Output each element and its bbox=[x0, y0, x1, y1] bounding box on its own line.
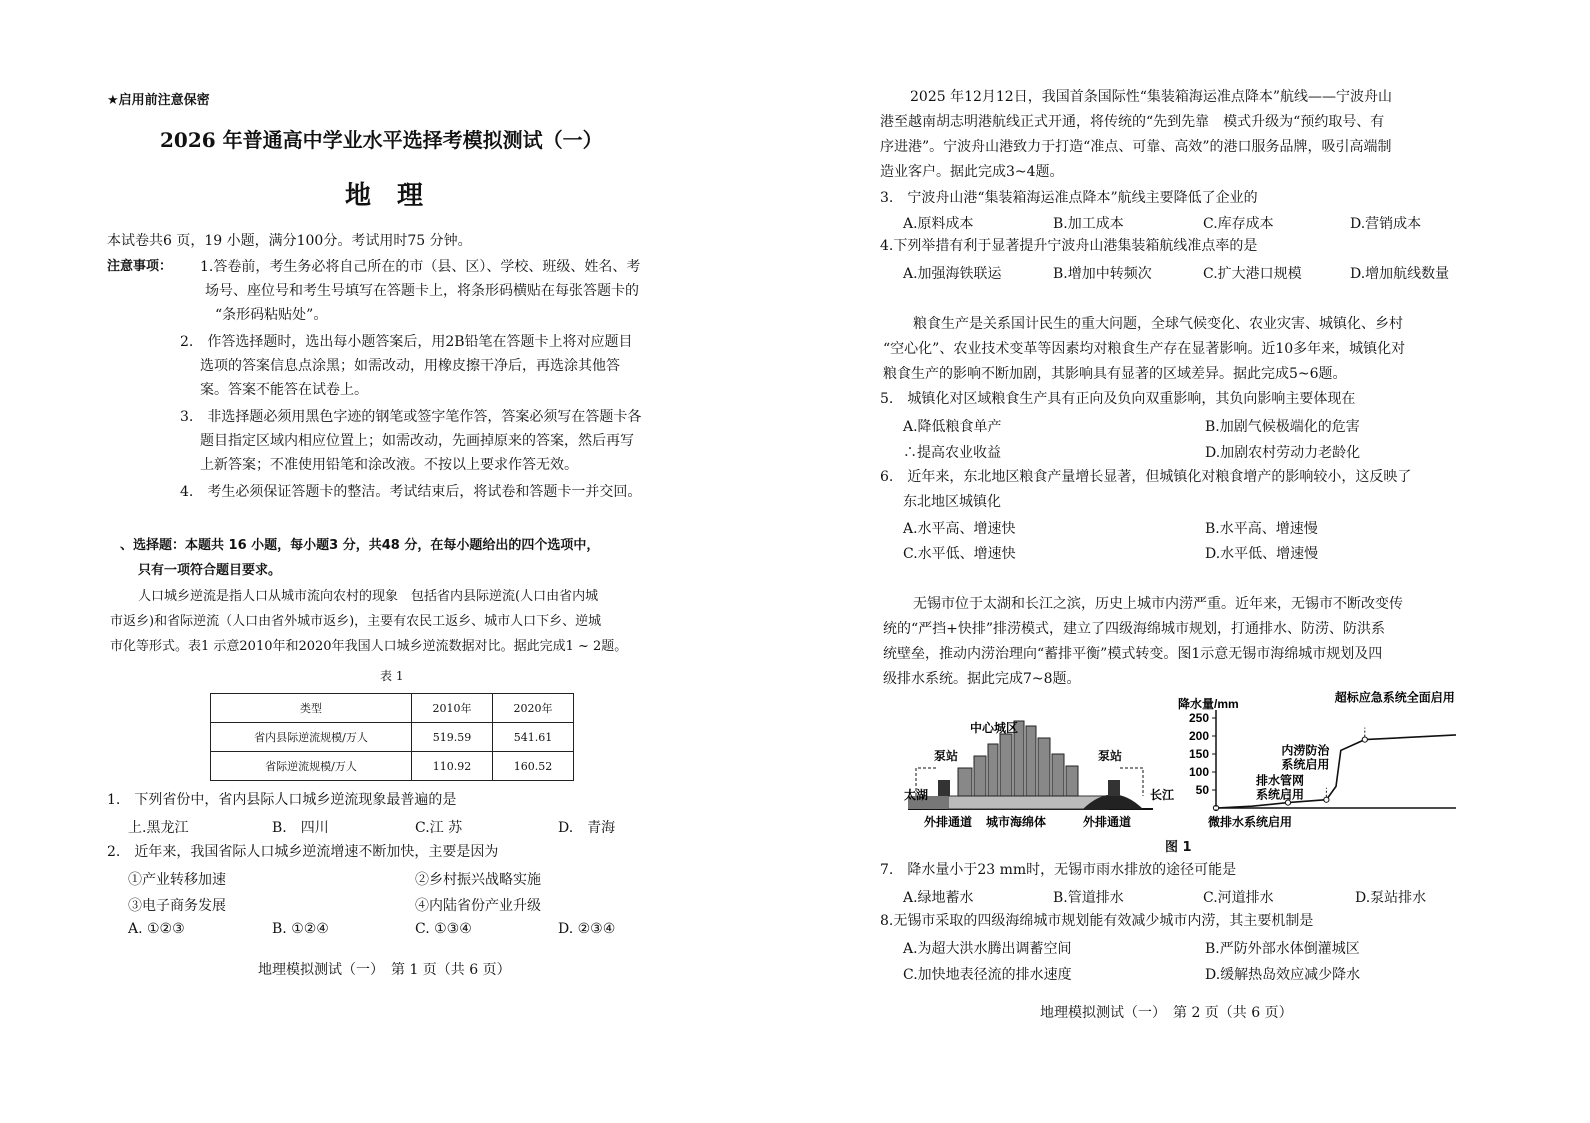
sponge-city-diagram bbox=[904, 696, 1178, 858]
q7-option-b: B.管道排水 bbox=[1053, 890, 1124, 906]
label-outlet-right: 外排通道 bbox=[1083, 815, 1132, 829]
table-header-cell: 2020年 bbox=[493, 694, 574, 723]
q8-stem: 8.无锡市采取的四级海绵城市规划能有效减少城市内涝，其主要机制是 bbox=[880, 913, 1314, 929]
chart-point bbox=[1362, 737, 1367, 742]
q2-option-a: A. ①②③ bbox=[128, 921, 185, 937]
note-line: 4. 考生必须保证答题卡的整洁。考试结束后，将试卷和答题卡一并交回。 bbox=[180, 484, 642, 500]
q6-stem: 东北地区城镇化 bbox=[903, 494, 1001, 510]
q3-stem: 3. 宁波舟山港“集装箱海运准点降本”航线主要降低了企业的 bbox=[880, 190, 1258, 206]
label-pump-left: 泵站 bbox=[934, 749, 959, 763]
data-table bbox=[210, 693, 574, 781]
q5-option-a: A.降低粮食单产 bbox=[903, 419, 1002, 435]
q2-item: ①产业转移加速 bbox=[128, 872, 226, 888]
q2-option-b: B. ①②④ bbox=[272, 921, 329, 937]
chart-tick-label: 50 bbox=[1195, 783, 1209, 797]
table-cell: 110.92 bbox=[412, 752, 493, 781]
table-cell: 160.52 bbox=[493, 752, 574, 781]
q6-option-c: C.水平低、增速快 bbox=[903, 546, 1016, 562]
note-line: 场号、座位号和考生号填写在答题卡上，将条形码横贴在每张答题卡的 bbox=[205, 283, 639, 299]
q5-stem: 5. 城镇化对区域粮食生产具有正向及负向双重影响，其负向影响主要体现在 bbox=[880, 391, 1356, 407]
q6-option-d: D.水平低、增速慢 bbox=[1205, 546, 1319, 562]
q3-option-c: C.库存成本 bbox=[1203, 216, 1274, 232]
q4-option-c: C.扩大港口规模 bbox=[1203, 266, 1302, 282]
table-header-cell: 2010年 bbox=[412, 694, 493, 723]
passage-line: 人口城乡逆流是指人口从城市流向农村的现象 包括省内县际逆流(人口由省内城 bbox=[138, 589, 599, 604]
q2-item: ②乡村振兴战略实施 bbox=[415, 872, 541, 888]
passage-line: 级排水系统。据此完成7~8题。 bbox=[883, 671, 1081, 687]
q4-option-b: B.增加中转频次 bbox=[1053, 266, 1152, 282]
q1-option-c: C.江 苏 bbox=[415, 820, 463, 836]
passage-line: 无锡市位于太湖和长江之滨，历史上城市内涝严重。近年来，无锡市不断改变传 bbox=[913, 596, 1403, 612]
exam-intro: 本试卷共6 页，19 小题，满分100分。考试用时75 分钟。 bbox=[107, 233, 472, 249]
page-footer: 地理模拟测试（一） 第 2 页（共 6 页） bbox=[1040, 1005, 1293, 1021]
chart-tick-label: 250 bbox=[1188, 711, 1209, 725]
q5-option-c: ∴提高农业收益 bbox=[903, 445, 1001, 461]
figure-caption: 图 1 bbox=[1165, 840, 1192, 855]
chart-tick-label: 200 bbox=[1188, 729, 1209, 743]
label-taihu: 太湖 bbox=[904, 788, 929, 802]
q6-option-a: A.水平高、增速快 bbox=[903, 521, 1016, 537]
passage-line: 统壁垒，推动内涝治理向“蓄排平衡”模式转变。图1示意无锡市海绵城市规划及四 bbox=[883, 646, 1383, 662]
q1-option-d: D. 青海 bbox=[558, 820, 616, 836]
q1-option-a: 上.黑龙江 bbox=[128, 820, 189, 836]
sponge-body-strip bbox=[948, 796, 1108, 809]
q5-option-b: B.加剧气候极端化的危害 bbox=[1205, 419, 1360, 435]
passage-line: 序进港”。宁波舟山港致力于打造“准点、可靠、高效”的港口服务品牌，吸引高端制 bbox=[880, 139, 1392, 155]
q8-option-b: B.严防外部水体倒灌城区 bbox=[1205, 941, 1360, 957]
passage-line: 造业客户。据此完成3~4题。 bbox=[880, 164, 1064, 180]
table-caption: 表 1 bbox=[380, 669, 404, 683]
passage-line: 2025 年12月12日，我国首条国际性“集装箱海运准点降本”航线——宁波舟山 bbox=[910, 89, 1393, 105]
section-title: 、选择题：本题共 16 小题，每小题3 分，共48 分，在每小题给出的四个选项中， bbox=[120, 538, 600, 553]
rainfall-chart bbox=[1176, 690, 1466, 858]
chart-tick-label: 100 bbox=[1188, 765, 1209, 779]
q8-option-a: A.为超大洪水腾出调蓄空间 bbox=[903, 941, 1072, 957]
passage-line: 统的“严挡+快排”排涝模式，建立了四级海绵城市规划，打通排水、防涝、防洪系 bbox=[883, 621, 1386, 637]
label-sponge: 城市海绵体 bbox=[986, 815, 1047, 829]
table-row bbox=[211, 723, 574, 752]
figure-1 bbox=[904, 690, 1468, 858]
q1-option-b: B. 四川 bbox=[272, 820, 329, 836]
note-line: 2. 作答选择题时，选出每小题答案后，用2B铅笔在答题卡上将对应题目 bbox=[180, 334, 633, 350]
note-line: 上新答案；不准使用铅笔和涂改液。不按以上要求作答无效。 bbox=[200, 457, 578, 473]
q4-option-d: D.增加航线数量 bbox=[1350, 266, 1450, 282]
label-changjiang: 长江 bbox=[1150, 788, 1175, 802]
chart-annotation-label: 超标应急系统全面启用 bbox=[1334, 690, 1455, 705]
q7-option-c: C.河道排水 bbox=[1203, 890, 1274, 906]
q1-stem: 1. 下列省份中，省内县际人口城乡逆流现象最普遍的是 bbox=[107, 792, 457, 808]
q2-stem: 2. 近年来，我国省际人口城乡逆流增速不断加快，主要是因为 bbox=[107, 844, 499, 860]
note-line: “条形码粘贴处”。 bbox=[215, 307, 328, 323]
q4-stem: 4.下列举措有利于显著提升宁波舟山港集装箱航线准点率的是 bbox=[880, 238, 1258, 254]
table-cell: 省内县际逆流规模/万人 bbox=[211, 723, 412, 752]
chart-annotation-label: 系统启用 bbox=[1281, 757, 1330, 772]
q2-option-d: D. ②③④ bbox=[558, 921, 616, 937]
note-line: 1.答卷前，考生务必将自己所在的市（县、区）、学校、班级、姓名、考 bbox=[200, 259, 641, 275]
note-line: 3. 非选择题必须用黑色字迹的钢笔或签字笔作答，答案必须写在答题卡各 bbox=[180, 409, 642, 425]
chart-y-axis-label: 降水量/mm bbox=[1178, 697, 1239, 711]
table-row bbox=[211, 752, 574, 781]
table-cell: 541.61 bbox=[493, 723, 574, 752]
pump-left-shape bbox=[938, 780, 950, 796]
passage-line: “空心化”、农业技术变革等因素均对粮食生产存在显著影响。近10多年来，城镇化对 bbox=[883, 341, 1406, 357]
q2-item: ③电子商务发展 bbox=[128, 898, 226, 914]
subject-title: 地 理 bbox=[345, 181, 424, 211]
note-line: 题目指定区域内相应位置上；如需改动，先画掉原来的答案，然后再写 bbox=[200, 433, 634, 449]
note-line: 案。答案不能答在试卷上。 bbox=[200, 382, 368, 398]
label-outlet-left: 外排通道 bbox=[924, 815, 973, 829]
q3-option-d: D.营销成本 bbox=[1350, 216, 1422, 232]
label-center: 中心城区 bbox=[970, 721, 1019, 735]
chart-tick-label: 150 bbox=[1188, 747, 1209, 761]
chart-annotation-label: 系统启用 bbox=[1256, 787, 1305, 802]
table-header-row bbox=[211, 694, 574, 723]
exam-title: 2026 年普通高中学业水平选择考模拟测试（一） bbox=[160, 128, 603, 152]
label-pump-right: 泵站 bbox=[1098, 749, 1123, 763]
q8-option-d: D.缓解热岛效应减少降水 bbox=[1205, 967, 1361, 983]
q6-option-b: B.水平高、增速慢 bbox=[1205, 521, 1318, 537]
pump-right-shape bbox=[1108, 780, 1120, 796]
section-title: 只有一项符合题目要求。 bbox=[138, 563, 282, 578]
table-cell: 519.59 bbox=[412, 723, 493, 752]
passage-line: 粮食生产的影响不断加剧，其影响具有显著的区域差异。据此完成5~6题。 bbox=[883, 366, 1347, 382]
note-line: 选项的答案信息点涂黑；如需改动，用橡皮擦干净后，再选涂其他答 bbox=[200, 358, 620, 374]
chart-annotation-label: 微排水系统启用 bbox=[1208, 815, 1293, 829]
page-2 bbox=[795, 0, 1590, 1123]
q4-option-a: A.加强海铁联运 bbox=[903, 266, 1002, 282]
q8-option-c: C.加快地表径流的排水速度 bbox=[903, 967, 1072, 983]
chart-annotation-label: 排水管网 bbox=[1256, 773, 1305, 788]
q2-item: ④内陆省份产业升级 bbox=[415, 898, 541, 914]
q7-option-a: A.绿地蓄水 bbox=[903, 890, 974, 906]
q5-option-d: D.加剧农村劳动力老龄化 bbox=[1205, 445, 1361, 461]
passage-line: 粮食生产是关系国计民生的重大问题，全球气候变化、农业灾害、城镇化、乡村 bbox=[913, 316, 1403, 332]
q7-stem: 7. 降水量小于23 mm时，无锡市雨水排放的途径可能是 bbox=[880, 862, 1237, 878]
table-cell: 省际逆流规模/万人 bbox=[211, 752, 412, 781]
q2-option-c: C. ①③④ bbox=[415, 921, 472, 937]
chart-series-line bbox=[1216, 735, 1456, 808]
passage-line: 港至越南胡志明港航线正式开通，将传统的“先到先靠 模式升级为“预约取号、有 bbox=[880, 114, 1385, 130]
q3-option-a: A.原料成本 bbox=[903, 216, 974, 232]
q7-option-d: D.泵站排水 bbox=[1355, 890, 1427, 906]
passage-line: 市化等形式。表1 示意2010年和2020年我国人口城乡逆流数据对比。据此完成1 ~ 2题。 bbox=[110, 639, 628, 654]
drain-right-line bbox=[1120, 768, 1143, 796]
chart-point bbox=[1324, 797, 1329, 802]
notes-label: 注意事项： bbox=[107, 259, 173, 274]
q3-option-b: B.加工成本 bbox=[1053, 216, 1124, 232]
table-header-cell: 类型 bbox=[211, 694, 412, 723]
passage-line: 市返乡)和省际逆流（人口由省外城市返乡)，主要有农民工返乡、城市人口下乡、逆城 bbox=[110, 614, 602, 629]
chart-annotation-label: 内涝防治 bbox=[1281, 743, 1330, 758]
page-footer: 地理模拟测试（一） 第 1 页（共 6 页） bbox=[258, 962, 511, 978]
q6-stem: 6. 近年来，东北地区粮食产量增长显著，但城镇化对粮食增产的影响较小，这反映了 bbox=[880, 469, 1412, 485]
confidential-mark: ★启用前注意保密 bbox=[107, 93, 210, 108]
